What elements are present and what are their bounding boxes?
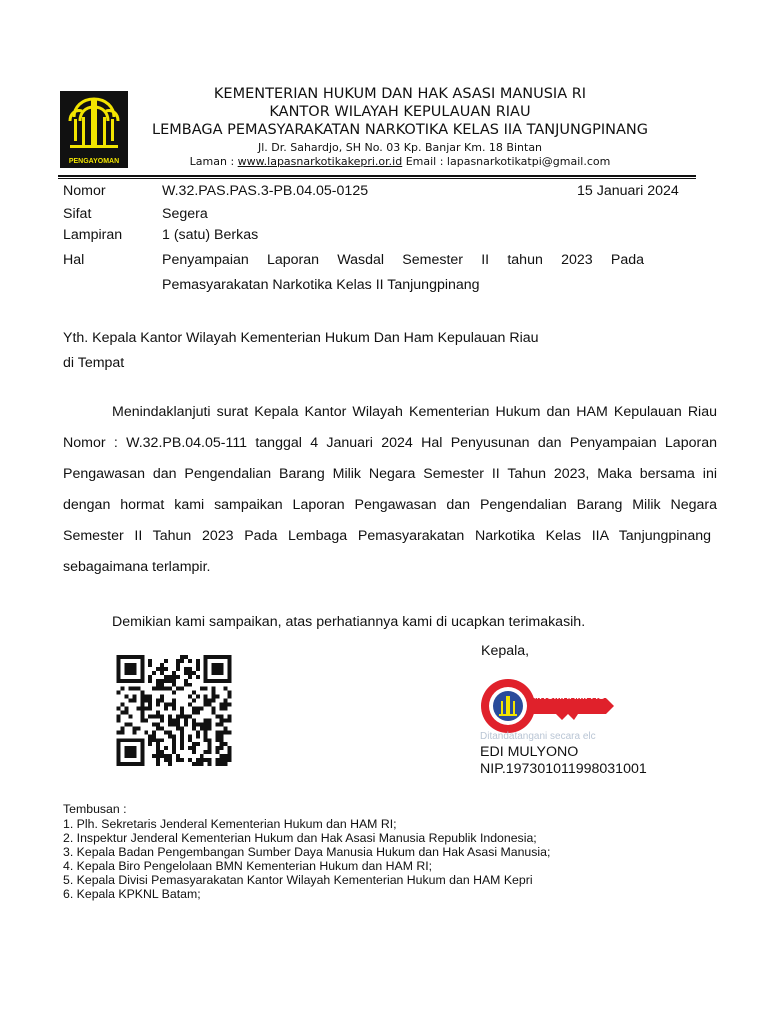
body-line: Semester II Tahun 2023 Pada Lembaga Pemasyarakatan Narkotika Kelas IIA Tanjungpinang [63,528,711,544]
contact-line [140,155,660,168]
sifat-label: Sifat [63,206,92,222]
signatory-nip: NIP.197301011998031001 [480,761,647,777]
header-rule-thin [58,178,696,179]
tembusan-item: 5. Kepala Divisi Pemasyarakatan Kantor Wilayah Kementerian Hukum dan HAM Kepri [63,873,533,887]
address: Jl. Dr. Sahardjo, SH No. 03 Kp. Banjar Km. 18 Bintan [257,141,543,154]
banyan-tree-icon [60,91,128,168]
header-rule-thick [58,175,696,177]
hal-line-1: Penyampaian Laporan Wasdal Semester II tahun 2023 Pada [162,252,644,268]
body-line: sebagaimana terlampir. [63,559,211,575]
body-line: Menindaklanjuti surat Kepala Kantor Wilayah Kementerian Hukum dan HAM Kepulauan Riau [112,404,717,420]
lampiran-value: 1 (satu) Berkas [162,227,259,243]
logo-caption: PENGAYOMAN [68,158,120,165]
signatory-name: EDI MULYONO [480,744,579,760]
tembusan-title: Tembusan : [63,802,127,816]
website-link[interactable]: www.lapasnarkotikakepri.or.id [237,155,403,168]
signatory-title: Kepala, [481,643,530,659]
institution-name: LEMBAGA PEMASYARAKATAN NARKOTIKA KELAS IIA TANJUNGPINANG [152,122,648,138]
body-line: Pengawasan dan Pengendalian Barang Milik Negara Semester II Tahun 2023, Maka bersama ini [63,466,717,482]
qr-code-icon [116,655,232,766]
stamp-text: #KUMHAMPASTI [534,691,614,702]
digital-signature-note: Ditandatangani secara elc [480,731,596,742]
tembusan-item: 4. Kepala Biro Pengelolaan BMN Kementerian Hukum dan HAM RI; [63,859,433,873]
regional-office-name: KANTOR WILAYAH KEPULAUAN RIAU [269,104,531,120]
lampiran-label: Lampiran [63,227,123,243]
qr-code [116,655,232,766]
nomor-label: Nomor [63,183,106,199]
hal-label: Hal [63,252,85,268]
email-text: Email : lapasnarkotikatpi@gmail.com [402,155,611,168]
nomor-value: W.32.PAS.PAS.3-PB.04.05-0125 [162,183,369,199]
sifat-value: Segera [162,206,208,222]
recipient-line: Yth. Kepala Kantor Wilayah Kementerian Hukum Dan Ham Kepulauan Riau [63,330,539,346]
recipient-place: di Tempat [63,355,125,371]
web-label: Laman : [189,155,238,168]
body-line: dengan hormat kami sampaikan Laporan Pengawasan dan Pengendalian Barang Milik Negara [63,497,717,513]
body-line: Nomor : W.32.PB.04.05-111 tanggal 4 Januari 2024 Hal Penyusunan dan Penyampaian Laporan [63,435,717,451]
pengayoman-logo [60,91,128,168]
closing-line: Demikian kami sampaikan, atas perhatiannya kami di ucapkan terimakasih. [112,614,586,630]
tembusan-item: 1. Plh. Sekretaris Jenderal Kementerian Hukum dan HAM RI; [63,817,397,831]
tembusan-item: 3. Kepala Badan Pengembangan Sumber Daya Manusia Hukum dan Hak Asasi Manusia; [63,845,551,859]
letter-date: 15 Januari 2024 [577,183,679,199]
ministry-name: KEMENTERIAN HUKUM DAN HAK ASASI MANUSIA RI [213,86,587,102]
tembusan-item: 6. Kepala KPKNL Batam; [63,887,201,901]
tembusan-item: 2. Inspektur Jenderal Kementerian Hukum dan Hak Asasi Manusia Republik Indonesia; [63,831,537,845]
hal-line-2: Pemasyarakatan Narkotika Kelas II Tanjungpinang [162,277,480,293]
